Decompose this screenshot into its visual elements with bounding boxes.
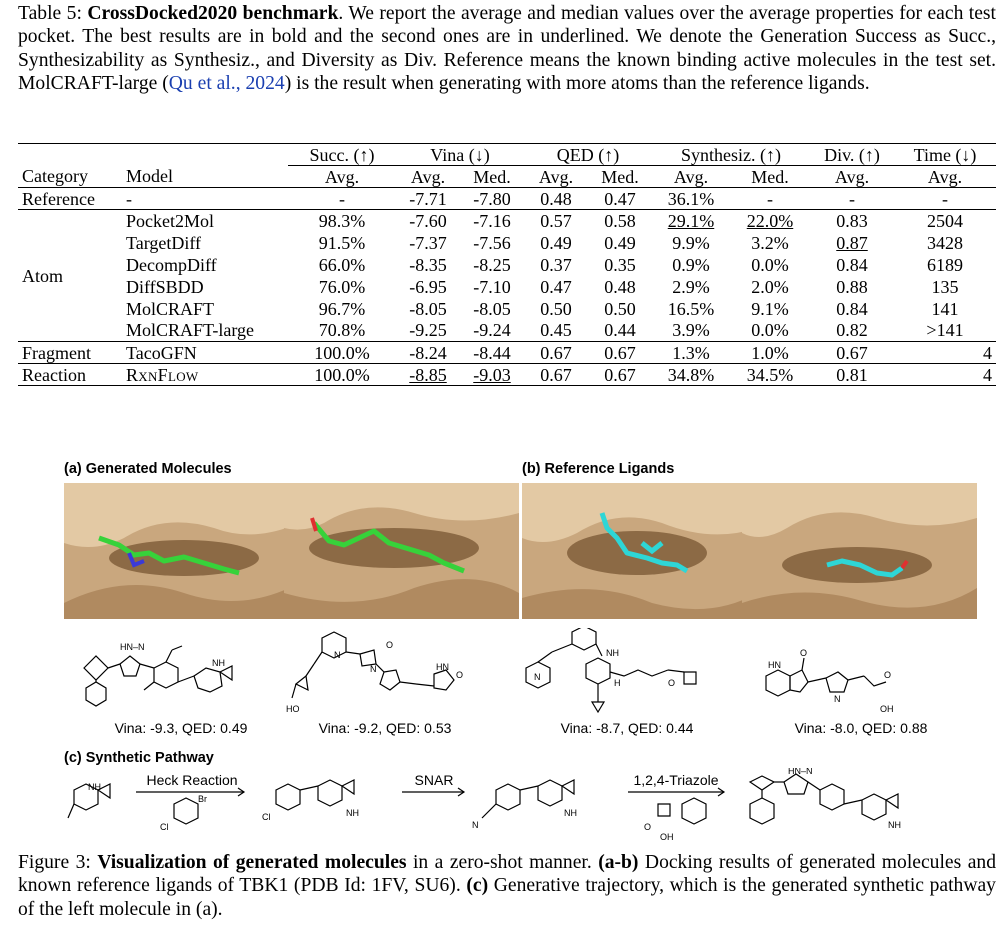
table-cell: 0.50 (604, 298, 636, 319)
molecule-generated-2 (284, 628, 519, 718)
bond (538, 652, 552, 662)
bond (346, 652, 360, 654)
figure-caption-label: Figure 3: (18, 852, 91, 873)
cyclopropane-ring (886, 794, 898, 808)
figure-caption-text-2: Docking results of generated molecules and known reference ligands of TBK1 (PDB Id: 1FV, SU6). (18, 852, 996, 897)
table-cell: 1.0% (730, 342, 810, 364)
bond (520, 786, 538, 790)
table-cell: 0.67 (588, 364, 652, 386)
category-cell: Reference (18, 188, 122, 210)
final-benzene (820, 784, 844, 810)
table-row-diffsbdd (18, 276, 996, 298)
phenyl-ring (750, 798, 774, 824)
table-row-pocket2mol (18, 210, 996, 232)
sub-header: Avg. (538, 166, 574, 187)
table-cell: 3.2% (751, 232, 789, 253)
table-caption-title: CrossDocked2020 benchmark (87, 3, 339, 24)
bond (416, 684, 434, 686)
table-cell: 141 (931, 298, 959, 319)
bond (808, 782, 820, 790)
table-cell: 0.45 (540, 320, 572, 341)
nitrile-bond (482, 804, 496, 818)
figure-caption-title: Visualization of generated molecules (97, 852, 407, 873)
table-cell: 0.48 (604, 276, 636, 297)
atom-label: H (614, 678, 621, 688)
sub-header: Med. (601, 166, 639, 187)
benchmark-table (18, 143, 996, 386)
citation-link[interactable]: Qu et al., 2024 (168, 73, 285, 95)
table-cell: 0.37 (540, 254, 572, 275)
atom-label: HN (436, 662, 449, 672)
table-cell: 0.67 (810, 342, 894, 364)
product-piperidine (318, 780, 342, 806)
atom-label: Cl (262, 812, 271, 822)
atom-label: N (534, 672, 541, 682)
cyclopentane-ring (380, 670, 400, 690)
table-cell: -7.80 (460, 188, 524, 210)
table-cell: 3.9% (672, 320, 710, 341)
col-qed: QED (↑) (524, 144, 652, 166)
atom-label: N (834, 694, 841, 704)
table-cell: 0.57 (524, 210, 588, 232)
figure-caption-text-3: Generative trajectory, which is the generated synthetic pathway of the left molecule in (a). (18, 875, 996, 920)
table-cell: 0.81 (810, 364, 894, 386)
col-div: Div. (↑) (810, 144, 894, 166)
atom-label: Br (198, 794, 207, 804)
table-caption (18, 2, 996, 96)
cyclopropane-ring (342, 780, 354, 794)
table-cell: 0.67 (588, 342, 652, 364)
table-cell: 0.84 (836, 298, 868, 319)
table-cell: 1.3% (652, 342, 730, 364)
atom-label: NH (888, 820, 901, 830)
triazole-ring (784, 774, 808, 794)
atom-label: NH (606, 648, 619, 658)
bond (144, 682, 154, 690)
pyrimidine-ring (586, 658, 610, 684)
bond (306, 664, 314, 676)
final-piperidine (862, 794, 886, 820)
cyclobutane-ring (750, 776, 774, 790)
atom-label: HN–N (788, 768, 813, 776)
benzene-ring (154, 662, 178, 688)
benzene-ring (572, 628, 596, 650)
table-cell: 0.67 (524, 364, 588, 386)
cyclopropane-ring (592, 702, 604, 712)
sub-header: Med. (751, 166, 789, 187)
intermediate-piperidine (538, 780, 562, 806)
docking-panel-1 (64, 483, 299, 619)
table-row-molcraft-large (18, 320, 996, 342)
table-cell: 0.49 (604, 232, 636, 253)
table-cell: - (730, 188, 810, 210)
table-row-decompdiff (18, 254, 996, 276)
triazole-ring (120, 656, 140, 676)
table-cell: -7.56 (473, 232, 511, 253)
model-cell: MolCRAFT-large (126, 320, 255, 341)
atom-label: Cl (160, 822, 169, 832)
table-cell: 100.0% (288, 364, 396, 386)
bond (596, 644, 602, 656)
table-cell: 34.8% (652, 364, 730, 386)
phenyl-ring (86, 682, 106, 706)
figure-caption-c: (c) (466, 875, 489, 897)
col-category: Category (22, 166, 88, 187)
atom-label: O (668, 678, 676, 688)
table-cell: 0.84 (836, 254, 868, 275)
table-row-molcraft (18, 298, 996, 320)
bond (292, 684, 296, 698)
sub-header: Avg. (324, 166, 360, 187)
figure-caption-text: in a zero-shot manner. (406, 852, 599, 873)
table-cell: -8.25 (473, 254, 511, 275)
score-reference-2: Vina: -8.0, QED: 0.88 (794, 720, 928, 736)
table-cell: -9.25 (409, 320, 447, 341)
table-cell: 0.82 (836, 320, 868, 341)
indolinone-lactam (790, 670, 808, 692)
bond (376, 664, 384, 672)
molecule-generated-1 (64, 628, 299, 718)
table-cell: 0.83 (810, 210, 894, 232)
table-cell: -8.35 (409, 254, 447, 275)
table-cell: 9.1% (751, 298, 789, 319)
figure-caption (18, 851, 996, 921)
bond (172, 646, 182, 650)
propanoic-chain (864, 676, 886, 686)
pyrrolidinone-ring (434, 670, 454, 690)
table-cell: 0.88 (836, 276, 868, 297)
binding-pocket (309, 528, 479, 568)
bond (140, 664, 154, 668)
table-cell: 2.0% (751, 276, 789, 297)
model-cell: DecompDiff (126, 254, 217, 275)
model-cell: DiffSBDD (126, 276, 204, 297)
atom-label: NH (212, 658, 225, 668)
aryl-bromide (174, 798, 198, 824)
col-synth: Synthesiz. (↑) (652, 144, 810, 166)
model-cell: TacoGFN (122, 342, 288, 364)
pyrrole-ring (826, 672, 848, 692)
table-cell: - (894, 188, 996, 210)
docking-panel-2 (284, 483, 519, 619)
step-heck-label: Heck Reaction (146, 772, 238, 788)
model-cell: - (122, 188, 288, 210)
table-cell: 135 (931, 276, 959, 297)
model-cell: MolCRAFT (126, 298, 215, 319)
atom-label: HN (768, 660, 781, 670)
table-cell: 0.50 (540, 298, 572, 319)
bond (668, 670, 684, 672)
table-cell: 0.47 (588, 188, 652, 210)
table-cell: -6.95 (409, 276, 447, 297)
table-cell: 100.0% (288, 342, 396, 364)
model-cell: TargetDiff (126, 232, 202, 253)
atom-label: HN–N (120, 642, 145, 652)
score-generated-2: Vina: -9.2, QED: 0.53 (318, 720, 452, 736)
table-row-reference (18, 188, 996, 210)
atom-label: HO (286, 704, 300, 714)
category-cell: Atom (18, 210, 122, 342)
table-cell: 96.7% (318, 298, 366, 319)
table-cell: 6189 (927, 254, 963, 275)
table-cell: 66.0% (318, 254, 366, 275)
table-cell: -8.44 (460, 342, 524, 364)
figure-label-a: (a) Generated Molecules (64, 461, 232, 477)
bond (808, 678, 826, 682)
table-cell: 0.58 (588, 210, 652, 232)
table-cell: 0.87 (836, 232, 868, 253)
atom-label: N (370, 664, 377, 674)
atom-label: NH (88, 782, 101, 792)
atom-label: O (884, 670, 892, 680)
step-triazole-label: 1,2,4-Triazole (633, 772, 719, 788)
table-group-header (18, 144, 996, 166)
category-cell: Reaction (18, 364, 122, 386)
phenyl-reagent (682, 798, 706, 824)
table-row-targetdiff (18, 232, 996, 254)
table-cell: 2504 (894, 210, 996, 232)
sub-header: Avg. (410, 166, 446, 187)
table-cell: 0.9% (672, 254, 710, 275)
table-cell: 0.48 (524, 188, 588, 210)
table-cell: -7.71 (396, 188, 460, 210)
table-row-tacogfn (18, 342, 996, 364)
table-cell: 0.44 (604, 320, 636, 341)
table-cell: 22.0% (746, 210, 794, 231)
table-cell: -9.24 (473, 320, 511, 341)
atom-label: NH (346, 808, 359, 818)
table-cell: 9.9% (672, 232, 710, 253)
indolinone-benzene (766, 670, 790, 696)
atom-label: O (456, 670, 464, 680)
bond (400, 682, 416, 684)
table-cell: 76.0% (318, 276, 366, 297)
atom-label: O (644, 822, 652, 832)
nitrile-ring (496, 784, 520, 810)
table-cell: 16.5% (667, 298, 715, 319)
cyclopropane-ring (220, 666, 232, 680)
bond (552, 644, 572, 652)
bond (300, 786, 318, 790)
bond (166, 650, 172, 662)
cyclobutane-ring (84, 656, 108, 680)
table-caption-text-end: ) is the result when generating with more atoms than the reference ligands. (284, 73, 870, 95)
table-caption-label: Table 5: (18, 3, 82, 24)
table-cell: -8.85 (409, 364, 447, 385)
sub-header: Avg. (834, 166, 870, 187)
score-generated-1: Vina: -9.3, QED: 0.49 (114, 720, 248, 736)
atom-label: OH (660, 832, 674, 842)
table-cell: - (810, 188, 894, 210)
cyclobutane-reagent (658, 804, 670, 816)
table-cell: -7.16 (460, 210, 524, 232)
table-cell: -7.60 (396, 210, 460, 232)
model-cell: Pocket2Mol (122, 210, 288, 232)
propyl-linker (610, 670, 668, 676)
table-cell: 4 (894, 342, 996, 364)
table-cell: 34.5% (730, 364, 810, 386)
table-cell: 0.67 (524, 342, 588, 364)
piperidine-ring (194, 668, 222, 692)
bond (802, 658, 804, 670)
table-cell: 0.0% (751, 254, 789, 275)
atom-label: O (386, 640, 394, 650)
figure-label-c: (c) Synthetic Pathway (64, 750, 214, 766)
table-row-rxnflow (18, 364, 996, 386)
col-succ: Succ. (↑) (288, 144, 396, 166)
table-cell: 29.1% (667, 210, 715, 231)
table-cell: -8.05 (473, 298, 511, 319)
cyclopropane-ring (296, 676, 308, 690)
table-cell: 2.9% (672, 276, 710, 297)
table-cell: 3428 (927, 232, 963, 253)
atom-label: OH (880, 704, 894, 714)
table-cell: 36.1% (652, 188, 730, 210)
table-cell: - (288, 188, 396, 210)
product-ring (276, 784, 300, 810)
sub-header: Med. (473, 166, 511, 187)
table-cell: -8.05 (409, 298, 447, 319)
molecule-reference-1 (522, 628, 757, 718)
bond (108, 664, 120, 668)
atom-label: NH (564, 808, 577, 818)
step-snar-label: SNAR (414, 772, 454, 788)
atom-label: N (472, 820, 479, 830)
model-cell: RxnFlow (122, 364, 288, 386)
table-sub-header (18, 166, 996, 188)
score-reference-1: Vina: -8.7, QED: 0.44 (560, 720, 694, 736)
table-cell: 0.0% (751, 320, 789, 341)
bond (848, 676, 864, 680)
table-cell: -7.10 (473, 276, 511, 297)
category-cell: Fragment (18, 342, 122, 364)
sub-header: Avg. (927, 166, 963, 187)
bond (844, 800, 862, 804)
table-cell: -7.37 (409, 232, 447, 253)
figure-caption-ab: (a-b) (598, 852, 639, 873)
atom-label: N (334, 650, 341, 660)
table-cell: >141 (926, 320, 964, 341)
col-vina: Vina (↓) (396, 144, 524, 166)
table-cell: 0.47 (540, 276, 572, 297)
docking-panel-3 (522, 483, 757, 619)
molecule-reference-2 (742, 628, 977, 718)
docking-panel-4 (742, 483, 977, 619)
sub-header: Avg. (673, 166, 709, 187)
table-cell: -8.24 (396, 342, 460, 364)
table-cell: 0.35 (604, 254, 636, 275)
table-cell: 0.49 (540, 232, 572, 253)
table-caption-text: . We report the average and median values over the average properties for each test pocket. The best results are in bold and the second ones are in underlined. We denote the Generation Success as Succ., Synthesizability as Synthesiz., and Diversity as Div. Reference means the known binding active molecules in the test set. MolCRAFT-large ( (18, 3, 996, 95)
table-cell: 70.8% (318, 320, 366, 341)
methylene-bond (68, 804, 74, 818)
table-cell: -9.03 (473, 364, 511, 385)
col-model: Model (126, 166, 173, 187)
cyclopropane-ring (562, 780, 574, 794)
col-time: Time (↓) (894, 144, 996, 166)
cyclobutane-ring (684, 672, 696, 684)
table-cell: 91.5% (318, 232, 366, 253)
figure-label-b: (b) Reference Ligands (522, 461, 675, 477)
table-cell: 4 (894, 364, 996, 386)
table-cell: 98.3% (288, 210, 396, 232)
atom-label: O (800, 648, 808, 658)
bond (314, 652, 322, 664)
bond (178, 676, 194, 682)
